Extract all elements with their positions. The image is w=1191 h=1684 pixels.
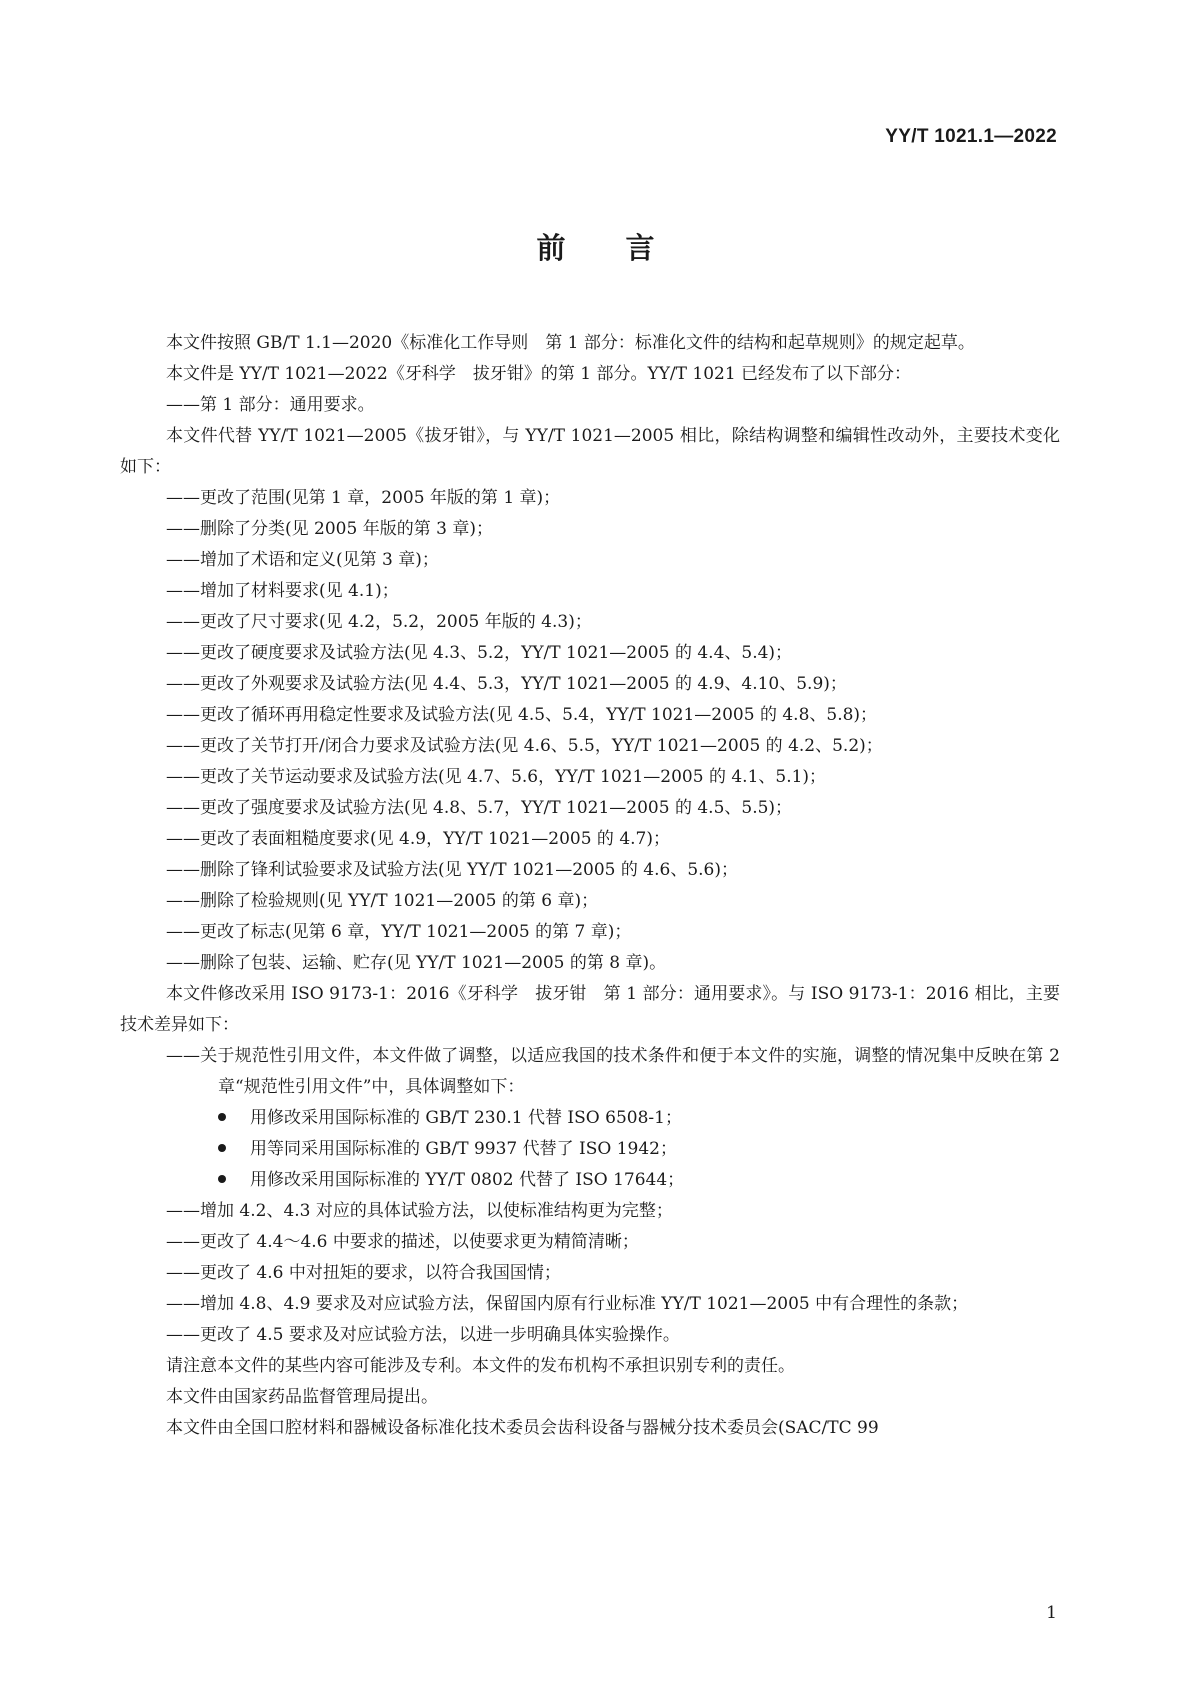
bullet-item [120, 1165, 1060, 1196]
list-item: ——更改了表面粗糙度要求(见 4.9，YY/T 1021—2005 的 4.7)； [166, 829, 670, 849]
list-item: ——更改了范围(见第 1 章，2005 年版的第 1 章)； [166, 488, 561, 508]
list-item: ——更改了 4.4～4.6 中要求的描述，以使要求更为精简清晰； [166, 1232, 639, 1252]
list-item: ——更改了关节打开/闭合力要求及试验方法(见 4.6、5.5，YY/T 1021—2005 的 4.2、5.2)； [166, 736, 883, 756]
list-item: ——更改了外观要求及试验方法(见 4.4、5.3，YY/T 1021—2005 的 4.9、4.10、5.9)； [166, 674, 847, 694]
bullet-icon [218, 1113, 226, 1121]
page-number: 1 [1046, 1603, 1057, 1623]
list-item: ——更改了 4.6 中对扭矩的要求，以符合我国国情； [166, 1263, 561, 1283]
list-item: ——增加了术语和定义(见第 3 章)； [166, 550, 439, 570]
list-item: ——删除了包装、运输、贮存(见 YY/T 1021—2005 的第 8 章)。 [166, 953, 667, 973]
list-item-normative-refs: ——关于规范性引用文件，本文件做了调整，以适应我国的技术条件和便于本文件的实施，调整的情况集中反映在第 2 章“规范性引用文件”中，具体调整如下： [166, 1046, 1060, 1097]
list-item: ——删除了检验规则(见 YY/T 1021—2005 的第 6 章)； [166, 891, 599, 911]
list-item: ——更改了关节运动要求及试验方法(见 4.7、5.6，YY/T 1021—2005 的 4.1、5.1)； [166, 767, 827, 787]
list-item: ——更改了尺寸要求(见 4.2，5.2，2005 年版的 4.3)； [166, 612, 592, 632]
bullet-icon [218, 1144, 226, 1152]
list-item: ——更改了 4.5 要求及对应试验方法，以进一步明确具体实验操作。 [166, 1325, 680, 1345]
technical-changes-list [120, 483, 1060, 979]
paragraph-part-info: 本文件是 YY/T 1021—2022《牙科学 拔牙钳》的第 1 部分。YY/T 1021 已经发布了以下部分： [166, 364, 912, 384]
list-item: ——删除了锋利试验要求及试验方法(见 YY/T 1021—2005 的 4.6、5.6)； [166, 860, 738, 880]
document-body [120, 328, 1060, 1444]
paragraph-replacement: 本文件代替 YY/T 1021—2005《拔牙钳》，与 YY/T 1021—2005 相比，除结构调整和编辑性改动外，主要技术变化如下： [120, 426, 1060, 477]
paragraph-patent-notice: 请注意本文件的某些内容可能涉及专利。本文件的发布机构不承担识别专利的责任。 [166, 1356, 795, 1376]
list-item: ——增加 4.8、4.9 要求及对应试验方法，保留国内原有行业标准 YY/T 1021—2005 中有合理性的条款； [166, 1294, 969, 1314]
bullet-item [120, 1103, 1060, 1134]
paragraph-proposer: 本文件由国家药品监督管理局提出。 [166, 1387, 438, 1407]
list-item: ——更改了标志(见第 6 章，YY/T 1021—2005 的第 7 章)； [166, 922, 632, 942]
list-item: ——更改了硬度要求及试验方法(见 4.3、5.2，YY/T 1021—2005 的 4.4、5.4)； [166, 643, 793, 663]
page-title: 前言 [536, 231, 715, 265]
paragraph-iso-adoption: 本文件修改采用 ISO 9173-1：2016《牙科学 拔牙钳 第 1 部分：通用要求》。与 ISO 9173-1：2016 相比，主要技术差异如下： [120, 984, 1060, 1035]
bullet-text: 用修改采用国际标准的 YY/T 0802 代替了 ISO 17644； [250, 1170, 685, 1190]
adjustment-bullets [120, 1103, 1060, 1196]
list-item: ——增加了材料要求(见 4.1)； [166, 581, 399, 601]
standard-code: YY/T 1021.1—2022 [885, 126, 1057, 147]
list-item: ——删除了分类(见 2005 年版的第 3 章)； [166, 519, 493, 539]
bullet-text: 用修改采用国际标准的 GB/T 230.1 代替 ISO 6508-1； [250, 1108, 682, 1128]
paragraph-drafting-rules: 本文件按照 GB/T 1.1—2020《标准化工作导则 第 1 部分：标准化文件的结构和起草规则》的规定起草。 [166, 333, 975, 353]
bullet-item [120, 1134, 1060, 1165]
technical-differences-list [120, 1196, 1060, 1351]
paragraph-committee: 本文件由全国口腔材料和器械设备标准化技术委员会齿科设备与器械分技术委员会(SAC/TC 99 [166, 1418, 879, 1438]
list-item-part1: ——第 1 部分：通用要求。 [166, 395, 375, 415]
list-item: ——更改了循环再用稳定性要求及试验方法(见 4.5、5.4，YY/T 1021—2005 的 4.8、5.8)； [166, 705, 878, 725]
bullet-icon [218, 1175, 226, 1183]
list-item: ——增加 4.2、4.3 对应的具体试验方法，以使标准结构更为完整； [166, 1201, 673, 1221]
bullet-text: 用等同采用国际标准的 GB/T 9937 代替了 ISO 1942； [250, 1139, 677, 1159]
list-item: ——更改了强度要求及试验方法(见 4.8、5.7，YY/T 1021—2005 的 4.5、5.5)； [166, 798, 793, 818]
